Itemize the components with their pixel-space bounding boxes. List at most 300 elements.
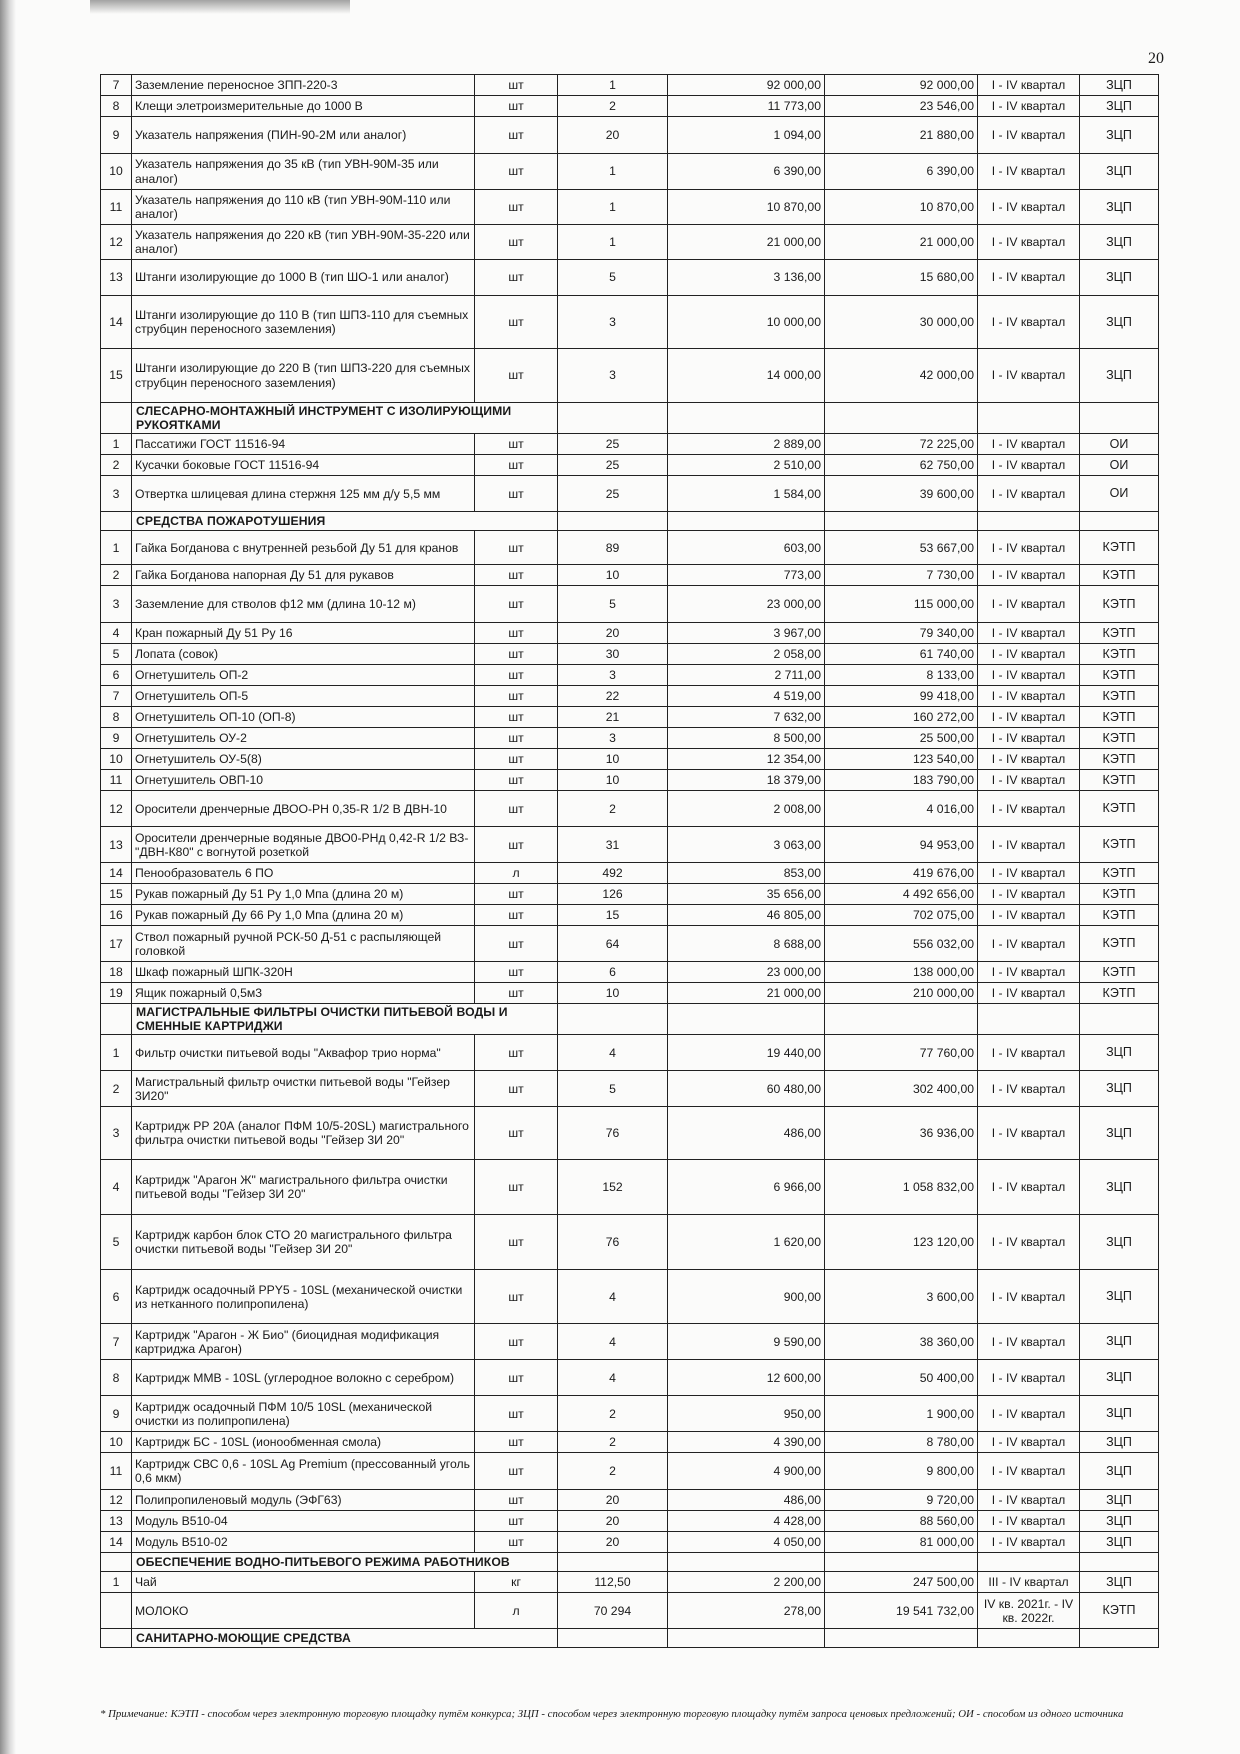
quantity: 10 bbox=[558, 565, 668, 586]
unit-price: 1 584,00 bbox=[668, 476, 825, 512]
quantity: 2 bbox=[558, 1396, 668, 1432]
empty-cell bbox=[978, 1553, 1080, 1572]
procurement-method: ЗЦП bbox=[1080, 1453, 1159, 1490]
unit-price: 4 519,00 bbox=[668, 686, 825, 707]
total-sum: 4 492 656,00 bbox=[825, 884, 978, 905]
unit-price: 278,00 bbox=[668, 1593, 825, 1629]
unit-price: 486,00 bbox=[668, 1490, 825, 1511]
section-header-row bbox=[101, 1553, 1159, 1572]
unit: шт bbox=[475, 623, 558, 644]
row-number: 19 bbox=[101, 983, 132, 1004]
unit-price: 60 480,00 bbox=[668, 1071, 825, 1107]
item-name: Картридж "Арагон Ж" магистрального фильтра очистки питьевой воды "Гейзер 3И 20" bbox=[132, 1160, 475, 1215]
delivery-period: I - IV квартал bbox=[978, 1107, 1080, 1160]
procurement-method: КЭТП bbox=[1080, 644, 1159, 665]
unit: л bbox=[475, 1593, 558, 1629]
unit: шт bbox=[475, 1035, 558, 1071]
delivery-period: I - IV квартал bbox=[978, 623, 1080, 644]
quantity: 4 bbox=[558, 1360, 668, 1396]
table-row bbox=[101, 665, 1159, 686]
item-name: Рукав пожарный Ду 66 Ру 1,0 Мпа (длина 20 м) bbox=[132, 905, 475, 926]
unit-price: 773,00 bbox=[668, 565, 825, 586]
total-sum: 81 000,00 bbox=[825, 1532, 978, 1553]
row-number: 8 bbox=[101, 1360, 132, 1396]
empty-cell bbox=[825, 1553, 978, 1572]
row-number: 4 bbox=[101, 1160, 132, 1215]
procurement-method: ОИ bbox=[1080, 476, 1159, 512]
row-number: 8 bbox=[101, 96, 132, 117]
empty-cell bbox=[558, 512, 668, 531]
quantity: 70 294 bbox=[558, 1593, 668, 1629]
total-sum: 9 800,00 bbox=[825, 1453, 978, 1490]
unit: шт bbox=[475, 1071, 558, 1107]
quantity: 492 bbox=[558, 863, 668, 884]
quantity: 1 bbox=[558, 75, 668, 96]
table-row bbox=[101, 1572, 1159, 1593]
total-sum: 9 720,00 bbox=[825, 1490, 978, 1511]
procurement-method: КЭТП bbox=[1080, 728, 1159, 749]
unit-price: 6 390,00 bbox=[668, 154, 825, 190]
unit-price: 46 805,00 bbox=[668, 905, 825, 926]
table-row bbox=[101, 117, 1159, 154]
quantity: 20 bbox=[558, 623, 668, 644]
delivery-period: I - IV квартал bbox=[978, 1511, 1080, 1532]
delivery-period: I - IV квартал bbox=[978, 884, 1080, 905]
delivery-period: I - IV квартал bbox=[978, 190, 1080, 225]
row-number: 8 bbox=[101, 707, 132, 728]
procurement-method: КЭТП bbox=[1080, 827, 1159, 863]
row-number: 7 bbox=[101, 75, 132, 96]
total-sum: 23 546,00 bbox=[825, 96, 978, 117]
total-sum: 72 225,00 bbox=[825, 434, 978, 455]
total-sum: 115 000,00 bbox=[825, 586, 978, 623]
total-sum: 19 541 732,00 bbox=[825, 1593, 978, 1629]
unit-price: 3 063,00 bbox=[668, 827, 825, 863]
unit: шт bbox=[475, 565, 558, 586]
item-name: Пенообразователь 6 ПО bbox=[132, 863, 475, 884]
quantity: 126 bbox=[558, 884, 668, 905]
unit: шт bbox=[475, 1160, 558, 1215]
procurement-method: ЗЦП bbox=[1080, 1511, 1159, 1532]
scan-shadow-top bbox=[90, 0, 350, 14]
section-header-row bbox=[101, 403, 1159, 434]
quantity: 112,50 bbox=[558, 1572, 668, 1593]
delivery-period: I - IV квартал bbox=[978, 349, 1080, 403]
unit: шт bbox=[475, 154, 558, 190]
unit-price: 2 008,00 bbox=[668, 791, 825, 827]
table-row bbox=[101, 926, 1159, 962]
delivery-period: I - IV квартал bbox=[978, 962, 1080, 983]
empty-cell bbox=[668, 1629, 825, 1648]
quantity: 25 bbox=[558, 476, 668, 512]
row-number: 7 bbox=[101, 1324, 132, 1360]
empty-cell bbox=[825, 1629, 978, 1648]
table-row bbox=[101, 586, 1159, 623]
table-row bbox=[101, 1532, 1159, 1553]
table-row bbox=[101, 686, 1159, 707]
delivery-period: I - IV квартал bbox=[978, 905, 1080, 926]
item-name: Модуль В510-02 bbox=[132, 1532, 475, 1553]
section-title: МАГИСТРАЛЬНЫЕ ФИЛЬТРЫ ОЧИСТКИ ПИТЬЕВОЙ ВОДЫ И СМЕННЫЕ КАРТРИДЖИ bbox=[132, 1004, 558, 1035]
delivery-period: I - IV квартал bbox=[978, 1270, 1080, 1324]
total-sum: 1 900,00 bbox=[825, 1396, 978, 1432]
total-sum: 183 790,00 bbox=[825, 770, 978, 791]
total-sum: 6 390,00 bbox=[825, 154, 978, 190]
row-number: 11 bbox=[101, 190, 132, 225]
quantity: 3 bbox=[558, 665, 668, 686]
row-number: 5 bbox=[101, 644, 132, 665]
item-name: Отвертка шлицевая длина стержня 125 мм д/у 5,5 мм bbox=[132, 476, 475, 512]
total-sum: 21 000,00 bbox=[825, 225, 978, 260]
table-row bbox=[101, 1071, 1159, 1107]
procurement-method: КЭТП bbox=[1080, 623, 1159, 644]
procurement-method: ЗЦП bbox=[1080, 1432, 1159, 1453]
unit: шт bbox=[475, 96, 558, 117]
procurement-method: КЭТП bbox=[1080, 962, 1159, 983]
total-sum: 25 500,00 bbox=[825, 728, 978, 749]
row-number bbox=[101, 1593, 132, 1629]
unit-price: 2 889,00 bbox=[668, 434, 825, 455]
unit-price: 21 000,00 bbox=[668, 983, 825, 1004]
row-number: 12 bbox=[101, 225, 132, 260]
unit: шт bbox=[475, 728, 558, 749]
unit-price: 9 590,00 bbox=[668, 1324, 825, 1360]
quantity: 10 bbox=[558, 749, 668, 770]
unit: шт bbox=[475, 644, 558, 665]
item-name: Гайка Богданова напорная Ду 51 для рукавов bbox=[132, 565, 475, 586]
quantity: 5 bbox=[558, 260, 668, 296]
item-name: Огнетушитель ОП-2 bbox=[132, 665, 475, 686]
delivery-period: I - IV квартал bbox=[978, 791, 1080, 827]
unit: шт bbox=[475, 434, 558, 455]
quantity: 2 bbox=[558, 1453, 668, 1490]
procurement-method: ЗЦП bbox=[1080, 260, 1159, 296]
unit-price: 12 600,00 bbox=[668, 1360, 825, 1396]
delivery-period: I - IV квартал bbox=[978, 1360, 1080, 1396]
total-sum: 62 750,00 bbox=[825, 455, 978, 476]
delivery-period: I - IV квартал bbox=[978, 260, 1080, 296]
item-name: Модуль В510-04 bbox=[132, 1511, 475, 1532]
unit: шт bbox=[475, 770, 558, 791]
table-row bbox=[101, 707, 1159, 728]
item-name: Кран пожарный Ду 51 Ру 16 bbox=[132, 623, 475, 644]
procurement-method: ЗЦП bbox=[1080, 1215, 1159, 1270]
quantity: 25 bbox=[558, 434, 668, 455]
row-number: 11 bbox=[101, 1453, 132, 1490]
table-row bbox=[101, 296, 1159, 349]
table-row bbox=[101, 1511, 1159, 1532]
procurement-method: ЗЦП bbox=[1080, 1035, 1159, 1071]
procurement-method: ЗЦП bbox=[1080, 117, 1159, 154]
procurement-method: ЗЦП bbox=[1080, 154, 1159, 190]
table-row bbox=[101, 1107, 1159, 1160]
table-row bbox=[101, 349, 1159, 403]
unit-price: 10 870,00 bbox=[668, 190, 825, 225]
table-row bbox=[101, 1432, 1159, 1453]
unit-price: 14 000,00 bbox=[668, 349, 825, 403]
procurement-method: КЭТП bbox=[1080, 665, 1159, 686]
quantity: 22 bbox=[558, 686, 668, 707]
delivery-period: I - IV квартал bbox=[978, 1453, 1080, 1490]
table-row bbox=[101, 434, 1159, 455]
unit: шт bbox=[475, 827, 558, 863]
unit: шт bbox=[475, 531, 558, 565]
delivery-period: I - IV квартал bbox=[978, 476, 1080, 512]
delivery-period: I - IV квартал bbox=[978, 1432, 1080, 1453]
item-name: Картридж "Арагон - Ж Био" (биоцидная модификация картриджа Арагон) bbox=[132, 1324, 475, 1360]
quantity: 20 bbox=[558, 1511, 668, 1532]
delivery-period: I - IV квартал bbox=[978, 531, 1080, 565]
row-number: 12 bbox=[101, 1490, 132, 1511]
quantity: 76 bbox=[558, 1107, 668, 1160]
table-row bbox=[101, 154, 1159, 190]
empty-cell bbox=[825, 1004, 978, 1035]
table-row bbox=[101, 260, 1159, 296]
item-name: Указатель напряжения до 35 кВ (тип УВН-90М-35 или аналог) bbox=[132, 154, 475, 190]
item-name: Картридж РР 20А (аналог ПФМ 10/5-20SL) магистрального фильтра очистки питьевой воды "Гейзер 3И 20" bbox=[132, 1107, 475, 1160]
table-row bbox=[101, 1396, 1159, 1432]
row-number: 15 bbox=[101, 884, 132, 905]
unit-price: 11 773,00 bbox=[668, 96, 825, 117]
item-name: Огнетушитель ОУ-5(8) bbox=[132, 749, 475, 770]
table-row bbox=[101, 827, 1159, 863]
unit-price: 23 000,00 bbox=[668, 962, 825, 983]
delivery-period: I - IV квартал bbox=[978, 434, 1080, 455]
empty-cell bbox=[1080, 1004, 1159, 1035]
unit: шт bbox=[475, 1396, 558, 1432]
unit-price: 8 688,00 bbox=[668, 926, 825, 962]
row-number: 18 bbox=[101, 962, 132, 983]
item-name: Магистральный фильтр очистки питьевой воды "Гейзер 3И20" bbox=[132, 1071, 475, 1107]
quantity: 1 bbox=[558, 154, 668, 190]
procurement-method: ЗЦП bbox=[1080, 190, 1159, 225]
delivery-period: I - IV квартал bbox=[978, 827, 1080, 863]
unit: шт bbox=[475, 707, 558, 728]
row-number: 14 bbox=[101, 296, 132, 349]
delivery-period: I - IV квартал bbox=[978, 117, 1080, 154]
total-sum: 79 340,00 bbox=[825, 623, 978, 644]
empty-cell bbox=[978, 403, 1080, 434]
row-number: 2 bbox=[101, 565, 132, 586]
delivery-period: III - IV квартал bbox=[978, 1572, 1080, 1593]
row-number: 12 bbox=[101, 791, 132, 827]
row-number: 7 bbox=[101, 686, 132, 707]
delivery-period: I - IV квартал bbox=[978, 926, 1080, 962]
row-number: 5 bbox=[101, 1215, 132, 1270]
unit-price: 1 094,00 bbox=[668, 117, 825, 154]
total-sum: 702 075,00 bbox=[825, 905, 978, 926]
row-number: 10 bbox=[101, 154, 132, 190]
table-row bbox=[101, 623, 1159, 644]
delivery-period: I - IV квартал bbox=[978, 1035, 1080, 1071]
empty-cell bbox=[1080, 1629, 1159, 1648]
item-name: Картридж карбон блок СТО 20 магистрального фильтра очистки питьевой воды "Гейзер 3И 20" bbox=[132, 1215, 475, 1270]
unit-price: 21 000,00 bbox=[668, 225, 825, 260]
procurement-method: ЗЦП bbox=[1080, 1572, 1159, 1593]
quantity: 152 bbox=[558, 1160, 668, 1215]
table-row bbox=[101, 1490, 1159, 1511]
item-name: Заземление переносное ЗПП-220-3 bbox=[132, 75, 475, 96]
total-sum: 42 000,00 bbox=[825, 349, 978, 403]
total-sum: 302 400,00 bbox=[825, 1071, 978, 1107]
total-sum: 8 133,00 bbox=[825, 665, 978, 686]
unit: шт bbox=[475, 884, 558, 905]
item-name: Картридж СВС 0,6 - 10SL Ag Premium (прессованный уголь 0,6 мкм) bbox=[132, 1453, 475, 1490]
total-sum: 556 032,00 bbox=[825, 926, 978, 962]
unit-price: 8 500,00 bbox=[668, 728, 825, 749]
row-number: 2 bbox=[101, 455, 132, 476]
total-sum: 50 400,00 bbox=[825, 1360, 978, 1396]
item-name: Огнетушитель ОУ-2 bbox=[132, 728, 475, 749]
item-name: Указатель напряжения до 110 кВ (тип УВН-90М-110 или аналог) bbox=[132, 190, 475, 225]
delivery-period: I - IV квартал bbox=[978, 565, 1080, 586]
empty-cell bbox=[668, 403, 825, 434]
delivery-period: I - IV квартал bbox=[978, 96, 1080, 117]
unit: шт bbox=[475, 190, 558, 225]
table-row bbox=[101, 190, 1159, 225]
empty-cell bbox=[558, 403, 668, 434]
unit-price: 4 900,00 bbox=[668, 1453, 825, 1490]
table-row bbox=[101, 1593, 1159, 1629]
total-sum: 123 540,00 bbox=[825, 749, 978, 770]
unit-price: 3 136,00 bbox=[668, 260, 825, 296]
row-number: 6 bbox=[101, 665, 132, 686]
empty-cell bbox=[558, 1629, 668, 1648]
total-sum: 3 600,00 bbox=[825, 1270, 978, 1324]
row-number: 13 bbox=[101, 260, 132, 296]
quantity: 1 bbox=[558, 225, 668, 260]
total-sum: 77 760,00 bbox=[825, 1035, 978, 1071]
item-name: Картридж БС - 10SL (ионообменная смола) bbox=[132, 1432, 475, 1453]
unit-price: 2 058,00 bbox=[668, 644, 825, 665]
unit: шт bbox=[475, 349, 558, 403]
unit-price: 18 379,00 bbox=[668, 770, 825, 791]
empty-cell bbox=[978, 512, 1080, 531]
total-sum: 99 418,00 bbox=[825, 686, 978, 707]
unit-price: 853,00 bbox=[668, 863, 825, 884]
unit: шт bbox=[475, 1324, 558, 1360]
total-sum: 94 953,00 bbox=[825, 827, 978, 863]
quantity: 2 bbox=[558, 791, 668, 827]
unit-price: 2 510,00 bbox=[668, 455, 825, 476]
row-number: 15 bbox=[101, 349, 132, 403]
procurement-table bbox=[100, 74, 1159, 1648]
table-row bbox=[101, 1160, 1159, 1215]
table-row bbox=[101, 531, 1159, 565]
unit: шт bbox=[475, 586, 558, 623]
item-name: Указатель напряжения до 220 кВ (тип УВН-90М-35-220 или аналог) bbox=[132, 225, 475, 260]
table-row bbox=[101, 728, 1159, 749]
empty-cell bbox=[825, 512, 978, 531]
procurement-method: КЭТП bbox=[1080, 686, 1159, 707]
delivery-period: I - IV квартал bbox=[978, 1071, 1080, 1107]
quantity: 4 bbox=[558, 1270, 668, 1324]
total-sum: 123 120,00 bbox=[825, 1215, 978, 1270]
delivery-period: I - IV квартал bbox=[978, 1215, 1080, 1270]
table-row bbox=[101, 905, 1159, 926]
empty-cell bbox=[1080, 403, 1159, 434]
row-number: 3 bbox=[101, 1107, 132, 1160]
unit: шт bbox=[475, 1490, 558, 1511]
section-title: СРЕДСТВА ПОЖАРОТУШЕНИЯ bbox=[132, 512, 558, 531]
total-sum: 7 730,00 bbox=[825, 565, 978, 586]
item-name: Рукав пожарный Ду 51 Ру 1,0 Мпа (длина 20 м) bbox=[132, 884, 475, 905]
row-number: 9 bbox=[101, 728, 132, 749]
procurement-method: КЭТП bbox=[1080, 884, 1159, 905]
unit-price: 900,00 bbox=[668, 1270, 825, 1324]
unit: шт bbox=[475, 260, 558, 296]
total-sum: 38 360,00 bbox=[825, 1324, 978, 1360]
row-number: 14 bbox=[101, 863, 132, 884]
delivery-period: I - IV квартал bbox=[978, 1532, 1080, 1553]
quantity: 10 bbox=[558, 983, 668, 1004]
row-number: 1 bbox=[101, 434, 132, 455]
unit: шт bbox=[475, 1453, 558, 1490]
section-header-row bbox=[101, 512, 1159, 531]
row-number: 9 bbox=[101, 1396, 132, 1432]
delivery-period: I - IV квартал bbox=[978, 1324, 1080, 1360]
delivery-period: I - IV квартал bbox=[978, 770, 1080, 791]
delivery-period: I - IV квартал bbox=[978, 1396, 1080, 1432]
unit: шт bbox=[475, 296, 558, 349]
unit: шт bbox=[475, 476, 558, 512]
row-number: 3 bbox=[101, 586, 132, 623]
table-row bbox=[101, 1360, 1159, 1396]
total-sum: 4 016,00 bbox=[825, 791, 978, 827]
empty-cell bbox=[825, 403, 978, 434]
section-num-cell bbox=[101, 512, 132, 531]
procurement-method: ЗЦП bbox=[1080, 1071, 1159, 1107]
procurement-method: ЗЦП bbox=[1080, 96, 1159, 117]
row-number: 1 bbox=[101, 1572, 132, 1593]
empty-cell bbox=[1080, 1553, 1159, 1572]
delivery-period: I - IV квартал bbox=[978, 225, 1080, 260]
total-sum: 247 500,00 bbox=[825, 1572, 978, 1593]
table-row bbox=[101, 884, 1159, 905]
row-number: 13 bbox=[101, 827, 132, 863]
row-number: 6 bbox=[101, 1270, 132, 1324]
unit: шт bbox=[475, 926, 558, 962]
unit-price: 12 354,00 bbox=[668, 749, 825, 770]
unit-price: 2 200,00 bbox=[668, 1572, 825, 1593]
table-row bbox=[101, 96, 1159, 117]
unit: шт bbox=[475, 1215, 558, 1270]
quantity: 15 bbox=[558, 905, 668, 926]
unit-price: 6 966,00 bbox=[668, 1160, 825, 1215]
delivery-period: I - IV квартал bbox=[978, 644, 1080, 665]
unit-price: 4 050,00 bbox=[668, 1532, 825, 1553]
delivery-period: I - IV квартал bbox=[978, 983, 1080, 1004]
delivery-period: I - IV квартал bbox=[978, 665, 1080, 686]
item-name: Штанги изолирующие до 220 В (тип ШПЗ-220 для съемных струбцин переносного заземления) bbox=[132, 349, 475, 403]
quantity: 2 bbox=[558, 1432, 668, 1453]
total-sum: 1 058 832,00 bbox=[825, 1160, 978, 1215]
table-row bbox=[101, 476, 1159, 512]
row-number: 11 bbox=[101, 770, 132, 791]
procurement-method: ОИ bbox=[1080, 455, 1159, 476]
row-number: 16 bbox=[101, 905, 132, 926]
delivery-period: I - IV квартал bbox=[978, 154, 1080, 190]
table-row bbox=[101, 749, 1159, 770]
empty-cell bbox=[978, 1629, 1080, 1648]
total-sum: 138 000,00 bbox=[825, 962, 978, 983]
total-sum: 39 600,00 bbox=[825, 476, 978, 512]
delivery-period: I - IV квартал bbox=[978, 586, 1080, 623]
footnote: * Примечание: КЭТП - способом через электронную торговую площадку путём конкурса; ЗЦП - способом через электронную торговую площадку путём запроса ценовых предложений; ОИ - способом из одного источника bbox=[100, 1708, 1124, 1720]
procurement-method: КЭТП bbox=[1080, 707, 1159, 728]
total-sum: 15 680,00 bbox=[825, 260, 978, 296]
table-row bbox=[101, 983, 1159, 1004]
